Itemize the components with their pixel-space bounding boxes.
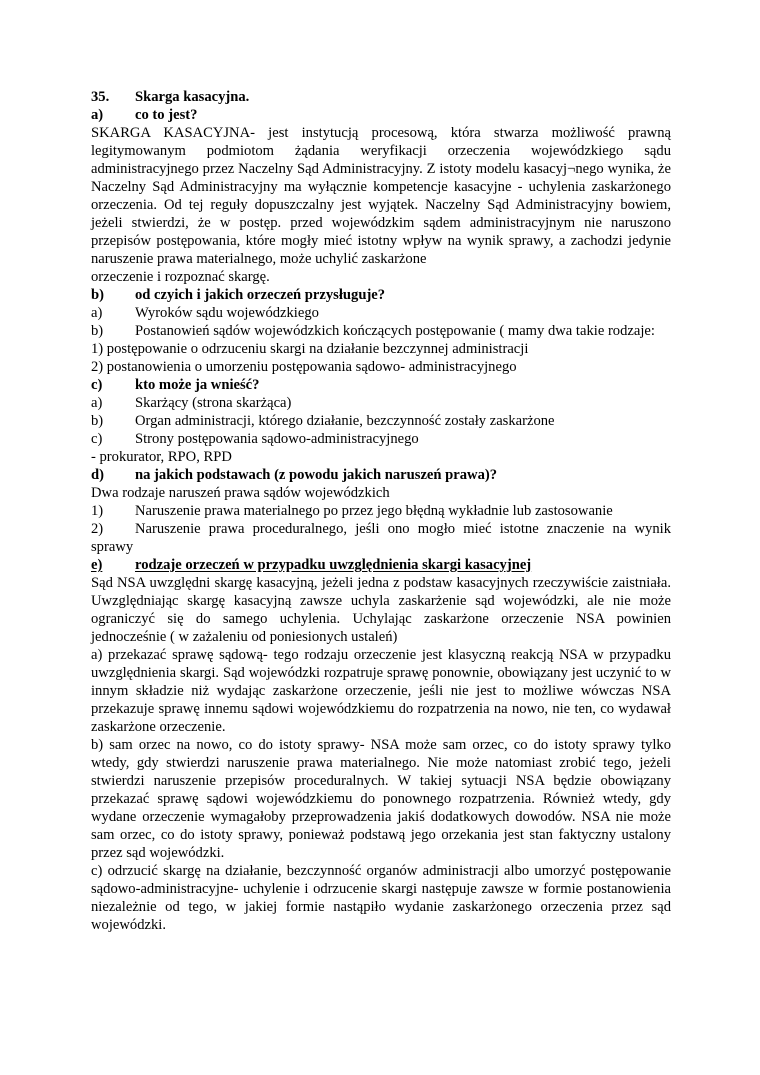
subheading-d	[91, 466, 671, 484]
list-text: Organ administracji, którego działanie, bezczynność zostały zaskarżone	[135, 413, 555, 429]
section-heading	[91, 88, 671, 106]
list-item	[91, 430, 671, 448]
heading-title: Skarga kasacyjna.	[135, 89, 250, 105]
subheading-a-marker: a)	[91, 107, 104, 123]
list-marker: b)	[91, 323, 104, 339]
subheading-b-marker: b)	[91, 287, 104, 303]
subheading-e	[91, 556, 671, 574]
list-item	[91, 304, 671, 322]
paragraph-e-option-c: c) odrzucić skargę na działanie, bezczynność organów administracji albo umorzyć postępowanie sądowo-administracyjne- uchylenie i odrzucenie skargi następuje zawsze w formie postanowienia niezależnie od tego, w jakiej formie nastąpiło wydanie zaskarżonego orzeczenia przez sąd wojewódzki.	[91, 863, 671, 933]
list-item	[91, 394, 671, 412]
subheading-c	[91, 376, 671, 394]
subheading-c-text: kto może ja wnieść?	[135, 377, 260, 393]
list-marker: 1)	[91, 503, 104, 519]
list-item	[91, 502, 671, 520]
subheading-c-marker: c)	[91, 377, 103, 393]
list-marker: b)	[91, 413, 104, 429]
list-marker: 2)	[91, 521, 104, 537]
list-item	[91, 412, 671, 430]
list-text: Postanowień sądów wojewódzkich kończących postępowanie ( mamy dwa takie rodzaje:	[135, 323, 655, 339]
list-item	[91, 322, 671, 340]
list-text: Strony postępowania sądowo-administracyjnego	[135, 431, 419, 447]
paragraph-definition: SKARGA KASACYJNA- jest instytucją procesową, która stwarza możliwość prawną legitymowanym podmiotom żądania weryfikacji orzeczenia wojewódzkiego sądu administracyjnego przez Naczelny Sąd Administracyjny. Z istoty modelu kasacyj¬nego wynika, że Naczelny Sąd Administracyjny ma wyłącznie kompetencje kasacyjne - uchylenia zaskarżonego orzeczenia. Od tej reguły dopuszczalny jest wyjątek. Naczelny Sąd Administracyjny bowiem, jeżeli stwierdzi, że w postęp. przed wojewódzkim sądem administracyjnym nie naruszono przepisów postępowania, które mogły mieć istotny wpływ na wynik sprawy, a zachodzi jedynie naruszenie prawa materialnego, może uchylić zaskarżone	[91, 125, 671, 267]
list-marker: a)	[91, 305, 103, 321]
list-text: Naruszenie prawa proceduralnego, jeśli ono mogło mieć istotne znaczenie na wynik sprawy	[91, 521, 671, 555]
paragraph-intro: Dwa rodzaje naruszeń prawa sądów wojewódzkich	[91, 485, 390, 501]
subheading-b	[91, 286, 671, 304]
list-marker: c)	[91, 431, 103, 447]
list-item	[91, 520, 671, 556]
paragraph-e-option-a: a) przekazać sprawę sądową- tego rodzaju orzeczenie jest klasyczną reakcją NSA w przypadku uwzględnienia skargi. Sąd wojewódzki rozpatruje sprawę ponownie, obowiązany jest uczynić to w innym składzie niż wydając zaskarżone orzeczenie, jeśli nie jest to możliwe wówczas NSA przekazuje sprawę innemu sądowi wojewódzkiemu do rozpatrzenia na nowo, nie ten, co wydawał zaskarżone orzeczenie.	[91, 647, 671, 735]
document-page	[91, 88, 671, 934]
subheading-d-text: na jakich podstawach (z powodu jakich naruszeń prawa)?	[135, 467, 498, 483]
list-marker: a)	[91, 395, 103, 411]
subheading-e-text: rodzaje orzeczeń w przypadku uwzględnienia skargi kasacyjnej	[135, 557, 532, 573]
list-item: - prokurator, RPO, RPD	[91, 449, 232, 465]
subheading-b-text: od czyich i jakich orzeczeń przysługuje?	[135, 287, 386, 303]
subheading-a	[91, 106, 671, 124]
paragraph-e-option-b: b) sam orzec na nowo, co do istoty sprawy- NSA może sam orzec, co do istoty sprawy tylko wtedy, gdy stwierdzi naruszenie prawa materialnego. Nie może natomiast zrobić tego, jeżeli stwierdzi naruszenie przepisów proceduralnych. W takiej sytuacji NSA będzie obowiązany przekazać sprawę sądowi wojewódzkiemu do ponownego rozpatrzenia. Również wtedy, gdy wydane orzeczenie wymagałoby przeprowadzenia jakiś dodatkowych dowodów. NSA nie może sam orzec, co do istoty sprawy, ponieważ podstawą jego orzekania jest stan faktyczny ustalony przez sąd wojewódzki.	[91, 737, 671, 861]
subheading-d-marker: d)	[91, 467, 104, 483]
list-text: Wyroków sądu wojewódzkiego	[135, 305, 319, 321]
list-text: Naruszenie prawa materialnego po przez jego błędną wykładnie lub zastosowanie	[135, 503, 613, 519]
subheading-e-marker: e)	[91, 557, 103, 573]
list-item: 2) postanowienia o umorzeniu postępowania sądowo- administracyjnego	[91, 359, 517, 375]
paragraph-definition-end: orzeczenie i rozpoznać skargę.	[91, 269, 270, 285]
paragraph-e-intro: Sąd NSA uwzględni skargę kasacyjną, jeżeli jedna z podstaw kasacyjnych rzeczywiście zaistniała. Uwzględniając skargę kasacyjną zawsze uchyla zaskarżenie sąd wojewódzki, ale nie może ograniczyć się do samego uchylenia. Uchylając zaskarżone orzeczenie NSA powinien jednocześnie ( w zażaleniu od poniesionych ustaleń)	[91, 575, 671, 645]
subheading-a-text: co to jest?	[135, 107, 198, 123]
heading-number: 35.	[91, 89, 110, 105]
list-item: 1) postępowanie o odrzuceniu skargi na działanie bezczynnej administracji	[91, 341, 529, 357]
list-text: Skarżący (strona skarżąca)	[135, 395, 292, 411]
